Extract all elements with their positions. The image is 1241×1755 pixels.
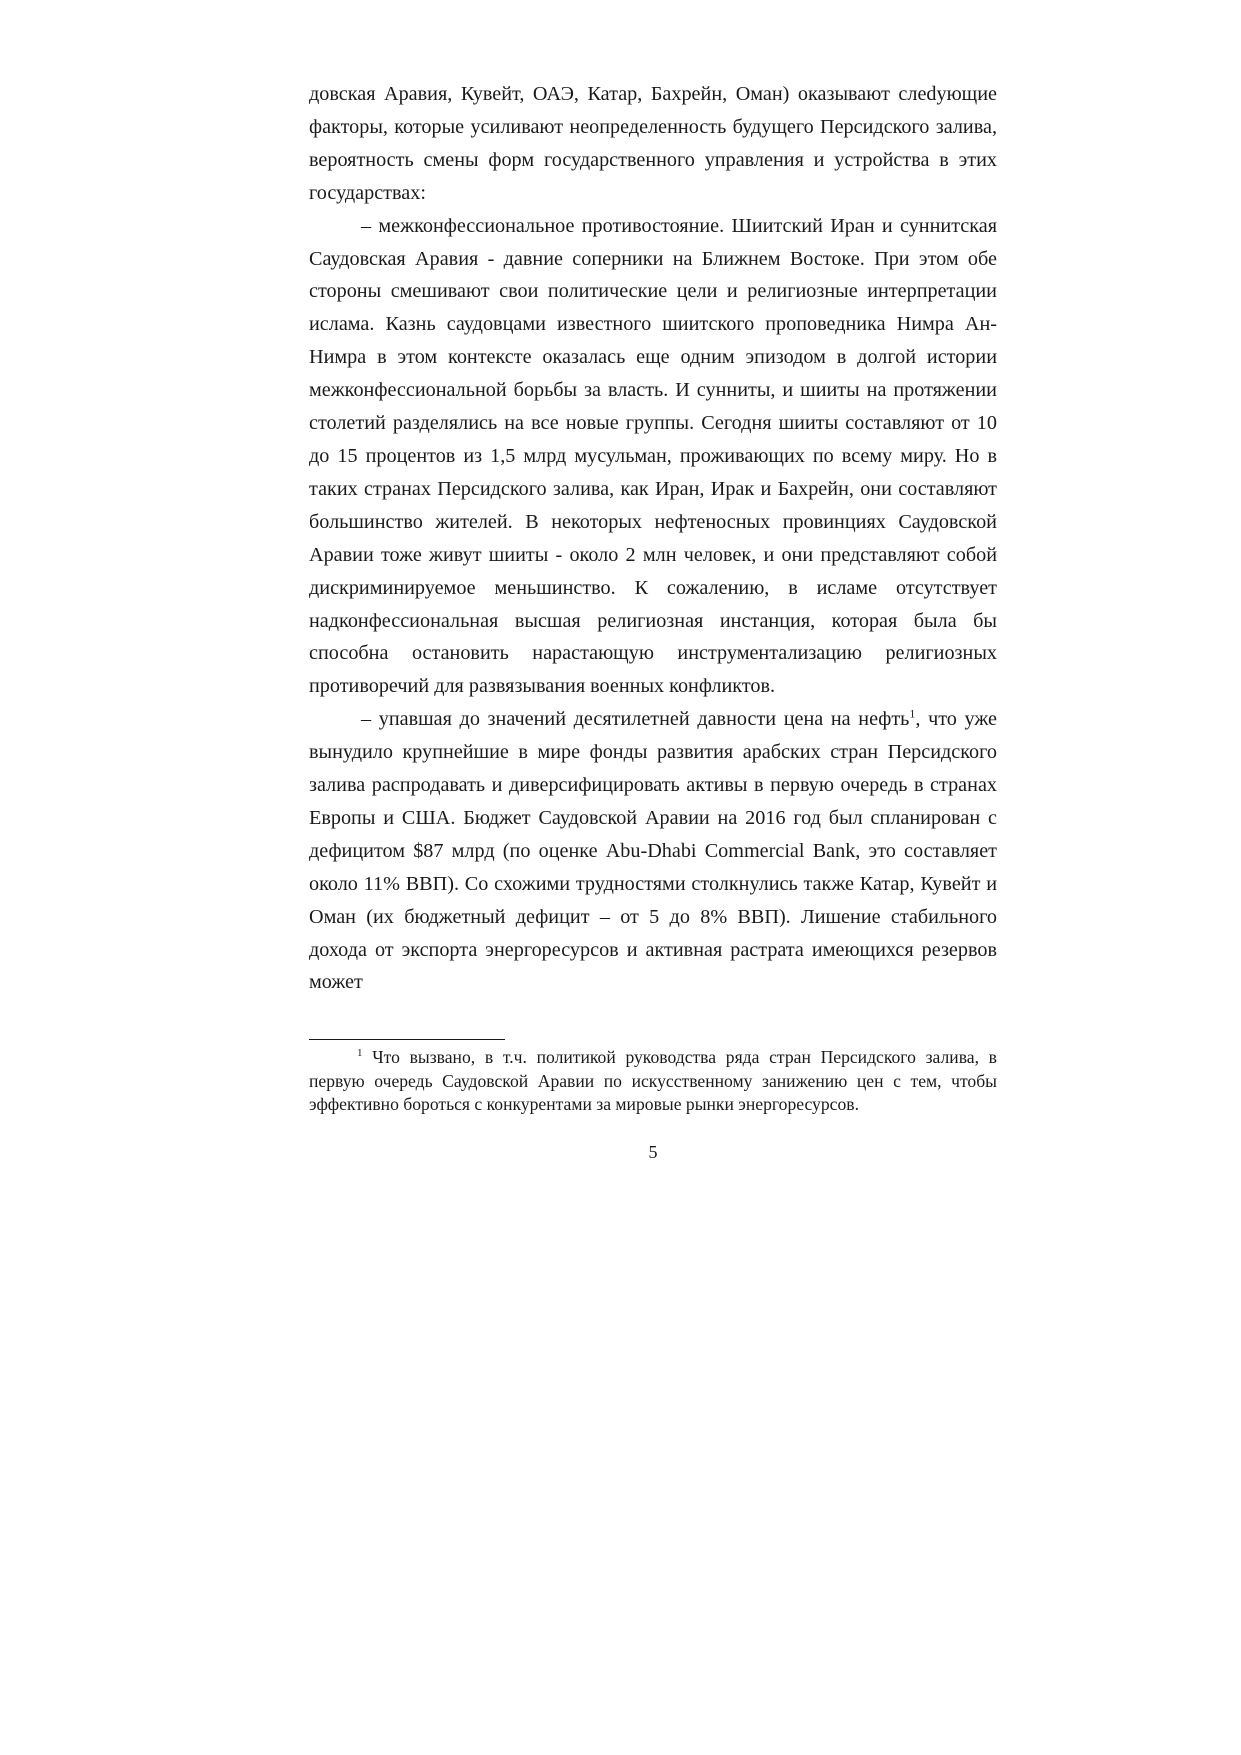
footnote-separator (309, 1039, 505, 1040)
paragraph-3-rest: , что уже вынудило крупнейшие в мире фонды развития арабских стран Персидского залива распродавать и диверсифицировать активы в первую очередь в странах Европы и США. Бюджет Саудовской Аравии на 2016 год был спланирован с дефицитом $87 млрд (по оценке Abu-Dhabi Commercial Bank, это составляет около 11% ВВП). Со схожими трудностями столкнулись также Катар, Кувейт и Оман (их бюджетный дефицит – от 5 до 8% ВВП). Лишение стабильного дохода от экспорта энергоресурсов и активная растрата имеющихся резервов может (309, 708, 998, 994)
footnote (309, 1046, 997, 1117)
footnote-reference[interactable]: 1 (909, 706, 916, 721)
footnote-mark: 1 (357, 1047, 363, 1060)
paragraph-1: довская Аравия, Кувейт, ОАЭ, Катар, Бахрейн, Оман) оказывают слеdующие факторы, которые усиливают неопределенность будущего Персидского залива, вероятность смены форм государственного управления и устройства в этих государствах: (309, 83, 997, 204)
paragraph-2: – межконфессиональное противостояние. Шиитский Иран и суннитская Саудовская Аравия - давние соперники на Ближнем Востоке. При этом обе стороны смешивают свои политические цели и религиозные интерпретации ислама. Казнь саудовцами известного шиитского проповедника Нимра Ан-Нимра в этом контексте оказалась еще одним эпизодом в долгой истории межконфессиональной борьбы за власть. И сунниты, и шииты на протяжении столетий разделялись на все новые группы. Сегодня шииты составляют от 10 до 15 процентов из 1,5 млрд мусульман, проживающих по всему миру. Но в таких странах Персидского залива, как Иран, Ирак и Бахрейн, они составляют большинство жителей. В некоторых нефтеносных провинциях Саудовской Аравии тоже живут шииты - около 2 млн человек, и они представляют собой дискриминируемое меньшинство. К сожалению, в исламе отсутствует надконфессиональная высшая религиозная инстанция, которая была бы способна остановить нарастающую инструментализацию религиозных противоречий для развязывания военных конфликтов. (309, 214, 997, 698)
paragraph-3 (309, 703, 997, 999)
body-text (309, 78, 997, 999)
paragraph-3-start: – упавшая до значений десятилетней давности цена на нефть (361, 708, 910, 731)
footnote-text: Что вызвано, в т.ч. политикой руководства ряда стран Персидского залива, в первую очередь Саудовской Аравии по искусственному занижению цен с тем, чтобы эффективно бороться с конкурентами за мировые рынки энергоресурсов. (309, 1047, 997, 1115)
page-number: 5 (648, 1142, 658, 1162)
